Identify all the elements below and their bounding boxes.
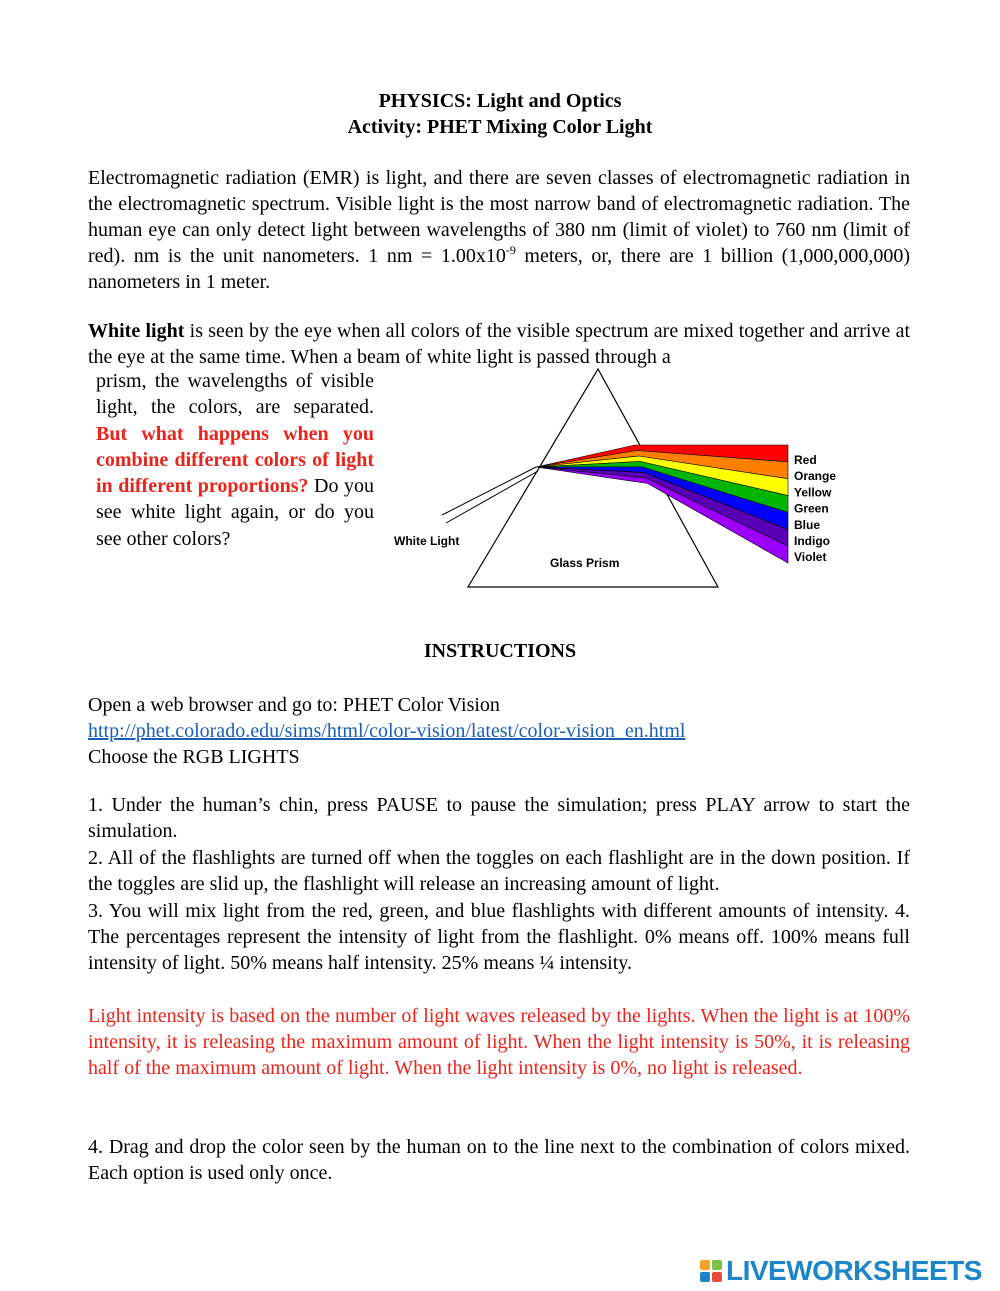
intro-paragraph: Electromagnetic radiation (EMR) is light, and there are seven classes of electromagnetic radiation in the electromagnetic spectrum. Visible light is the most narrow band of electromagnetic radiation. The human eye can only detect light between wavelengths of 380 nm (limit of violet) to 760 nm (limit of red). nm is the unit nanometers. 1 nm = $1.00x10^{-9}$ meters, or, there are 1 billion (1,000,000,000) nanometers in 1 meter. <box>88 167 910 293</box>
band-label-blue: Blue <box>794 517 821 532</box>
band-labels <box>794 453 836 564</box>
choose-rgb-line: Choose the RGB LIGHTS <box>88 746 300 768</box>
phet-link[interactable]: http://phet.colorado.edu/sims/html/color-vision/latest/color-vision_en.html <box>88 720 686 742</box>
band-label-indigo: Indigo <box>794 534 830 548</box>
white-light-paragraph: White light is seen by the eye when all colors of the visible spectrum are mixed together and arrive at the eye at the same time. When a beam of white light is passed through a <box>88 320 911 368</box>
logo-icon <box>700 1260 722 1282</box>
step-3: 3. You will mix light from the red, green, and blue flashlights with different amounts of intensity. 4. The percentages represent the intensity of light from the flashlight. 0% means off. 100% means full intensity of light. 50% means half intensity. 25% means ¼ intensity. <box>88 900 910 974</box>
band-label-red: Red <box>794 453 817 467</box>
prism-diagram <box>390 365 850 595</box>
step-4: 4. Drag and drop the color seen by the human on to the line next to the combination of colors mixed. Each option is used only once. <box>88 1136 910 1184</box>
band-label-green: Green <box>794 501 829 516</box>
exponent: -9 <box>505 243 516 257</box>
incident-white-light-beam <box>442 467 538 523</box>
step-1: 1. Under the human’s chin, press PAUSE to pause the simulation; press PLAY arrow to start the simulation. <box>88 794 910 842</box>
page-subtitle: Activity: PHET Mixing Color Light <box>347 116 653 138</box>
glass-prism-label: Glass Prism <box>550 556 620 570</box>
band-label-violet: Violet <box>794 550 827 565</box>
band-label-yellow: Yellow <box>794 485 832 500</box>
prism-side-text: prism, the wavelengths of visible light, the colors, are separated. But what happens when you combine different colors of light in different proportions? Do you see white light again, or do you see other colors? <box>96 370 374 550</box>
spectrum-fan <box>536 445 788 563</box>
instructions-heading: INSTRUCTIONS <box>423 640 577 662</box>
page-title: PHYSICS: Light and Optics <box>378 90 622 112</box>
intensity-note: Light intensity is based on the number of light waves released by the lights. When the light is at 100% intensity, it is releasing the maximum amount of light. When the light intensity is 50%, it is releasing half of the maximum amount of light. When the light intensity is 0%, no light is released. <box>88 1005 910 1079</box>
white-light-term: White light <box>88 320 185 342</box>
white-light-label: White Light <box>394 534 460 548</box>
step-2: 2. All of the flashlights are turned off when the toggles on each flashlight are in the down position. If the toggles are slid up, the flashlight will release an increasing amount of light. <box>88 847 910 895</box>
key-question: But what happens when you combine different colors of light in different proportions? <box>96 422 374 498</box>
open-browser-line: Open a web browser and go to: PHET Color Vision <box>88 694 500 716</box>
band-label-orange: Orange <box>794 469 837 484</box>
brand-name: LIVEWORKSHEETS <box>726 1255 982 1286</box>
liveworksheets-logo <box>700 1256 982 1286</box>
